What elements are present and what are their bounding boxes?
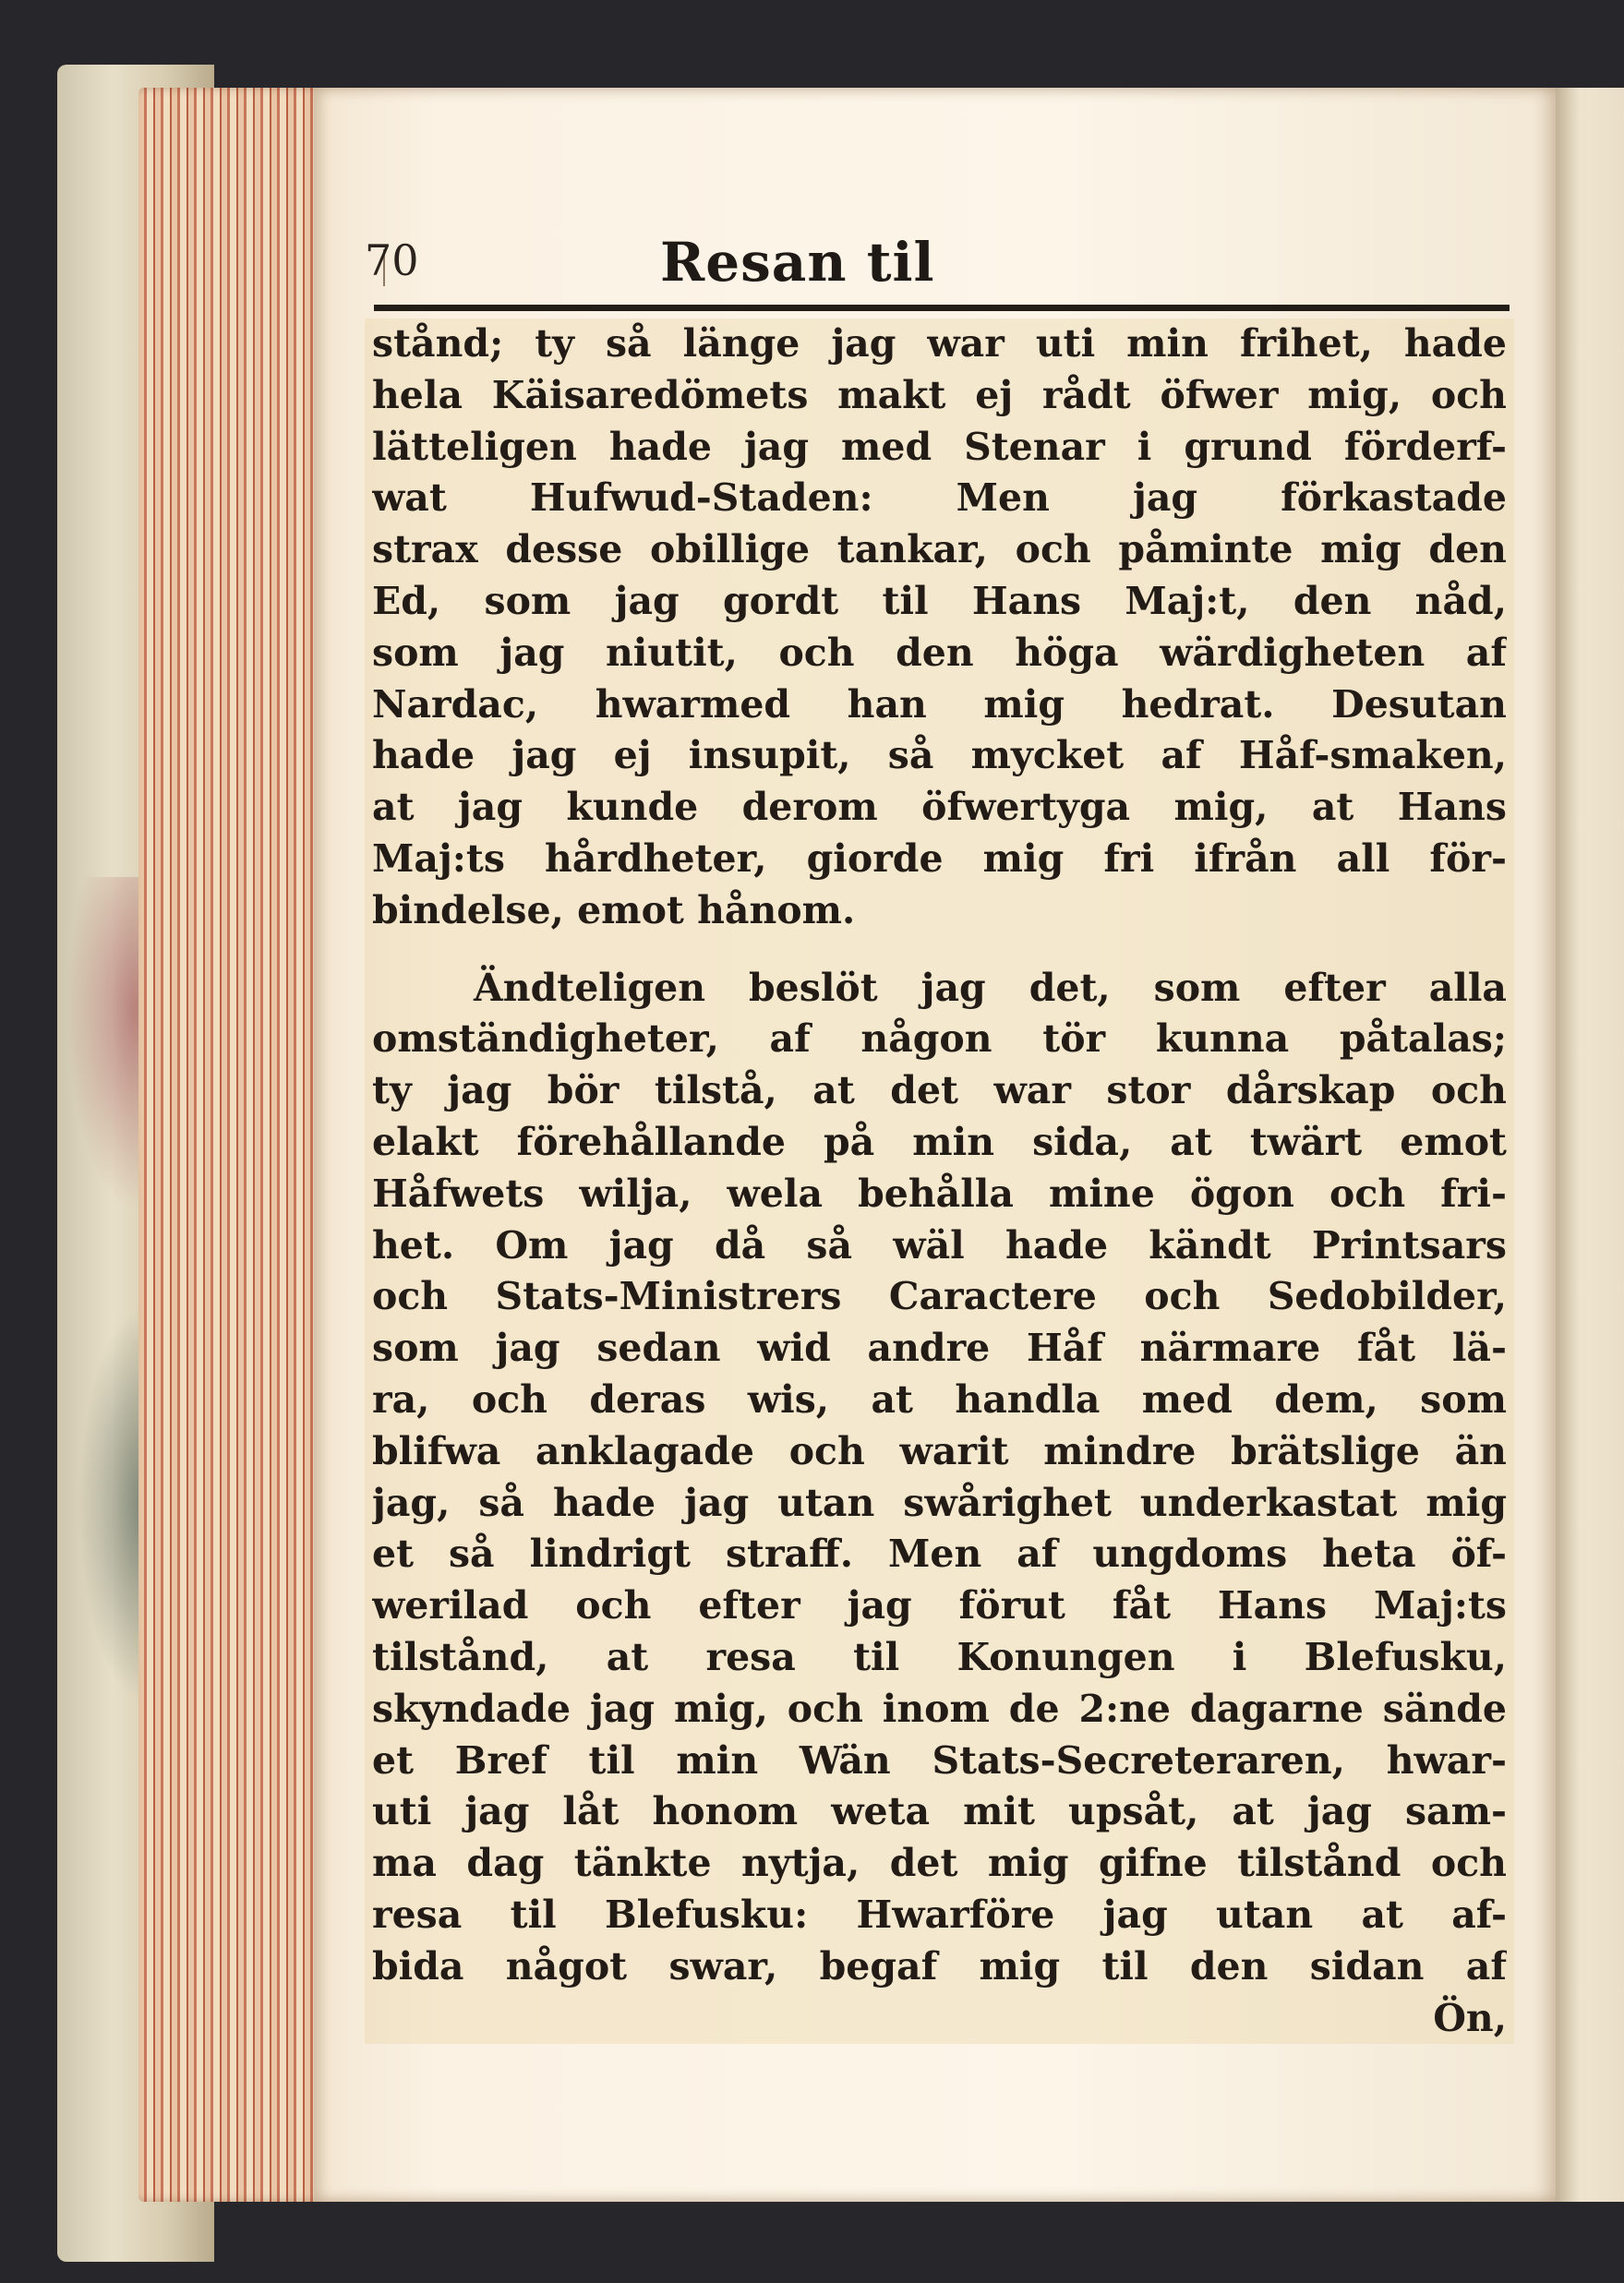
text-line: Ed, som jag gordt til Hans Maj:t, den nåd, [372,578,1507,623]
text-line: Maj:ts hårdheter, giorde mig fri ifrån all för- [372,835,1507,881]
text-line: jag, så hade jag utan swårighet underkastat mig [372,1480,1507,1525]
running-title: Resan til [660,231,935,294]
text-line: tilstånd, at resa til Konungen i Blefusku, [372,1634,1507,1679]
text-line: ma dag tänkte nytja, det mig gifne tilstånd och [372,1841,1507,1886]
text-line: elakt förehållande på min sida, at twärt emot [372,1119,1507,1164]
text-line: et så lindrigt straff. Men af ungdoms heta öf- [372,1532,1507,1577]
text-line: som jag sedan wid andre Håf närmare fåt lä- [372,1326,1507,1371]
header-rule [374,305,1510,311]
text-line: at jag kunde derom öfwertyga mig, at Hans [372,785,1507,830]
catchword: Ön, [1433,1995,1507,2040]
text-line: werilad och efter jag förut fåt Hans Maj:ts [372,1583,1507,1628]
body-text [365,318,1514,2044]
page-number: 70 [365,235,419,285]
text-line: Ändteligen beslöt jag det, som efter alla [474,965,1507,1010]
text-line: strax desse obillige tankar, och påminte mig den [372,527,1507,572]
text-line: lätteligen hade jag med Stenar i grund förderf- [372,424,1507,469]
text-line: omständigheter, af någon tör kunna påtalas; [372,1016,1507,1062]
text-line: ty jag bör tilstå, at det war stor dårskap och [372,1068,1507,1113]
show-through-text [388,1851,1477,1888]
text-line: et Bref til min Wän Stats-Secreteraren, hwar- [372,1737,1507,1783]
text-line: och Stats-Ministrers Caractere och Sedobilder, [372,1274,1507,1319]
text-line: hela Käisaredömets makt ej rådt öfwer mig, och [372,372,1507,417]
text-line: wat Hufwud-Staden: Men jag förkastade [372,475,1507,521]
text-line: het. Om jag då så wäl hade kändt Printsars [372,1222,1507,1268]
text-line: som jag niutit, och den höga wärdigheten af [372,630,1507,675]
text-line: Håfwets wilja, wela behålla mine ögon och fri- [372,1171,1507,1216]
paragraph-gap [372,937,1507,963]
page-fore-edges [138,88,323,2202]
text-line: hade jag ej insupit, så mycket af Håf-smaken, [372,733,1507,778]
text-line: bida något swar, begaf mig til den sidan af [372,1943,1507,1989]
text-line: Nardac, hwarmed han mig hedrat. Desutan [372,681,1507,727]
text-line: ra, och deras wis, at handla med dem, som [372,1376,1507,1422]
text-line: uti jag låt honom weta mit upsåt, at jag sam- [372,1789,1507,1834]
text-line: resa til Blefusku: Hwarföre jag utan at af- [372,1892,1507,1937]
facing-page-edge [1551,88,1624,2202]
text-line: bindelse, emot hånom. [372,887,856,932]
text-line: blifwa anklagade och warit mindre brätslige än [372,1428,1507,1473]
text-line: stånd; ty så länge jag war uti min frihet, hade [372,321,1507,366]
text-line: skyndade jag mig, och inom de 2:ne dagarne sände [372,1686,1507,1731]
page-header [365,143,1510,309]
